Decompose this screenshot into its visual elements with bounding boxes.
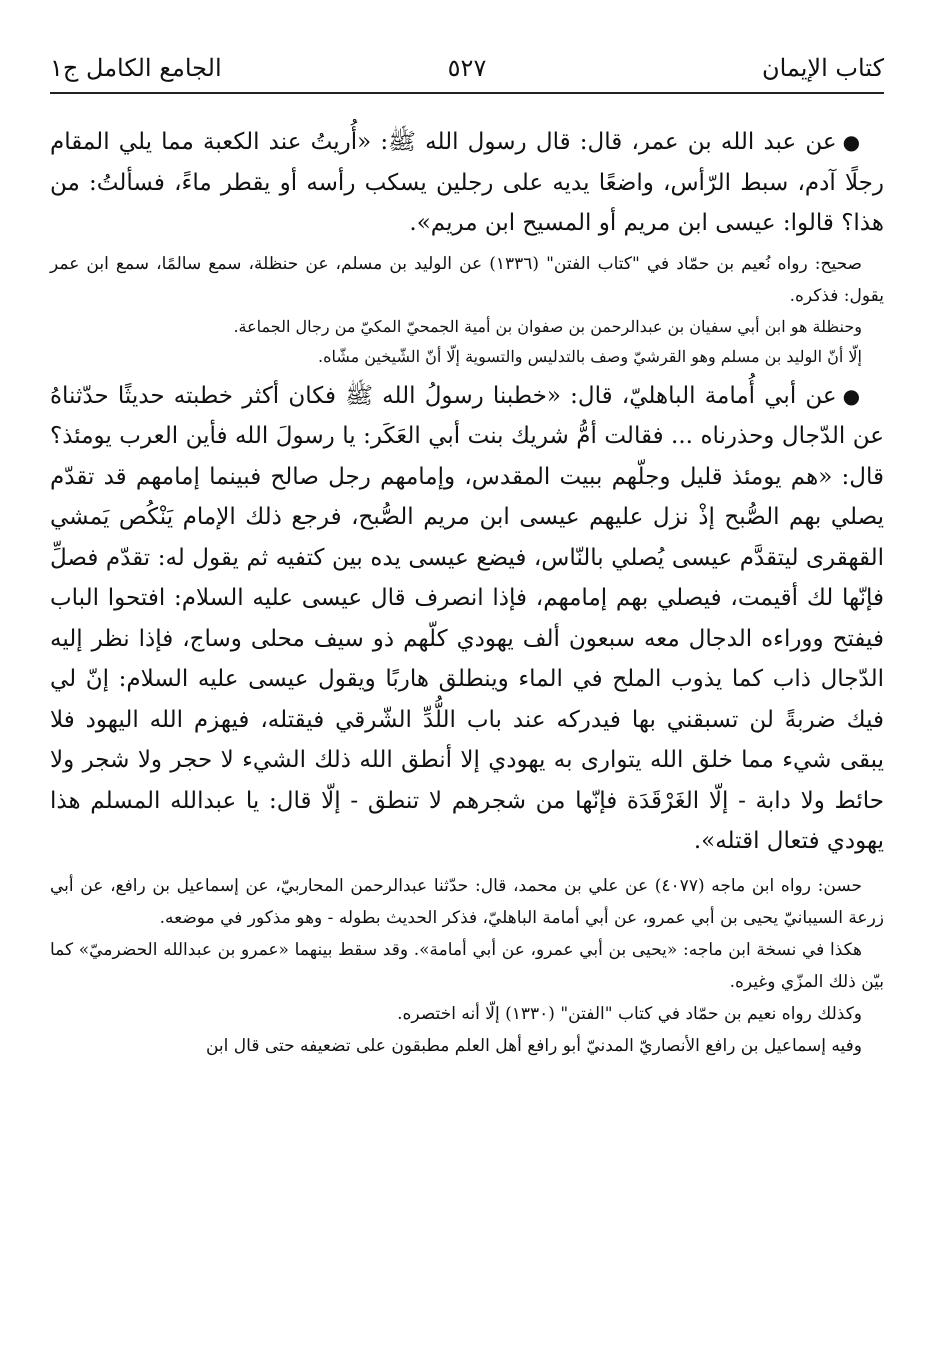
takhrij-note: حسن: رواه ابن ماجه (٤٠٧٧) عن علي بن محمد، قال: حدّثنا عبدالرحمن المحاربيّ، عن إسماعيل بن رافع، عن أبي زرعة السيبانيّ يحيى بن أبي عمرو، عن أبي أمامة الباهليّ، فذكر الحديث بطوله - وهو مذكور في موضعه. <box>50 875 884 928</box>
header-book-title: كتاب الإيمان <box>761 54 884 82</box>
hadith-paragraph <box>50 376 884 862</box>
hadith-text: عن أبي أُمامة الباهليّ، قال: «خطبنا رسولُ الله ﷺ فكان أكثر خطبته حديثًا حدّثناهُ عن الدّجال وحذرناه ... فقالت أمُّ شريك بنت أبي العَكَر: يا رسولَ الله فأين العرب يومئذ؟ قال: «هم يومئذ قليل وجلّهم ببيت المقدس، وإمامهم رجل صالح فبينما إمامهم قد تقدّم يصلي بهم الصُّبح إذْ نزل عليهم عيسى ابن مريم الصُّبح، فرجع ذلك الإمام يَنْكُص يَمشي القهقرى ليتقدَّم عيسى يُصلي بالنّاس، فيضع عيسى يده بين كتفيه ثم يقول له: تقدّم فصلِّ فإنّها لك أقيمت، فيصلي بهم إمامهم، فإذا انصرف قال عيسى عليه السلام: افتحوا الباب فيفتح ووراءه الدجال معه سبعون ألف يهودي كلّهم ذو سيف محلى وساج، فإذا نظر إليه الدّجال ذاب كما يذوب الملح في الماء وينطلق هاربًا ويقول عيسى عليه السلام: إنّ لي فيك ضربةً لن تسبقني بها فيدركه عند باب اللُّدِّ الشّرقي فيقتله، فيهزم الله اليهود فلا يبقى شيء مما خلق الله يتوارى به يهودي إلا أنطق الله ذلك الشيء لا حجر ولا شجر ولا حائط ولا دابة - إلّا الغَرْقَدَة فإنّها من شجرهم لا تنطق - إلّا قال: يا عبدالله المسلم هذا يهودي فتعال اقتله». <box>50 382 884 854</box>
header-volume-title: الجامع الكامل ج١ <box>50 54 222 82</box>
takhrij-note: وفيه إسماعيل بن رافع الأنصاريّ المدنيّ أبو رافع أهل العلم مطبقون على تضعيفه حتى قال ابن <box>205 1035 862 1056</box>
page-body <box>50 122 884 1062</box>
takhrij-note: وكذلك رواه نعيم بن حمّاد في كتاب "الفتن" (١٣٣٠) إلّا أنه اختصره. <box>397 1003 862 1024</box>
bullet-icon: ● <box>842 383 862 408</box>
hadith-text: عن عبد الله بن عمر، قال: قال رسول الله ﷺ: «أُريتُ عند الكعبة مما يلي المقام رجلًا آدم، سبط الرّأس، واضعًا يديه على رجلين يسكب رأسه أو يقطر ماءً، فسألتُ: من هذا؟ قالوا: عيسى ابن مريم أو المسيح ابن مريم». <box>50 129 884 236</box>
running-header <box>50 42 884 94</box>
takhrij-note: هكذا في نسخة ابن ماجه: «يحيى بن أبي عمرو، عن أبي أمامة». وقد سقط بينهما «عمرو بن عبدالله الحضرميّ» كما بيّن ذلك المزّي وغيره. <box>50 939 884 992</box>
page-number: ٥٢٧ <box>447 54 487 82</box>
bullet-icon: ● <box>842 130 862 154</box>
takhrij-note: صحيح: رواه نُعيم بن حمّاد في "كتاب الفتن" (١٣٣٦) عن الوليد بن مسلم، عن حنظلة، سمع سالمًا، سمع ابن عمر يقول: فذكره. <box>50 253 884 306</box>
narrator-note: وحنظلة هو ابن أبي سفيان بن عبدالرحمن بن صفوان بن أمية الجمحيّ المكيّ من رجال الجماعة. <box>233 316 862 336</box>
hadith-paragraph <box>50 122 884 244</box>
book-page <box>50 42 884 1341</box>
narrator-note: إلّا أنّ الوليد بن مسلم وهو القرشيّ وصف بالتدليس والتسوية إلّا أنّ الشّيخين مشّاه. <box>318 346 862 366</box>
